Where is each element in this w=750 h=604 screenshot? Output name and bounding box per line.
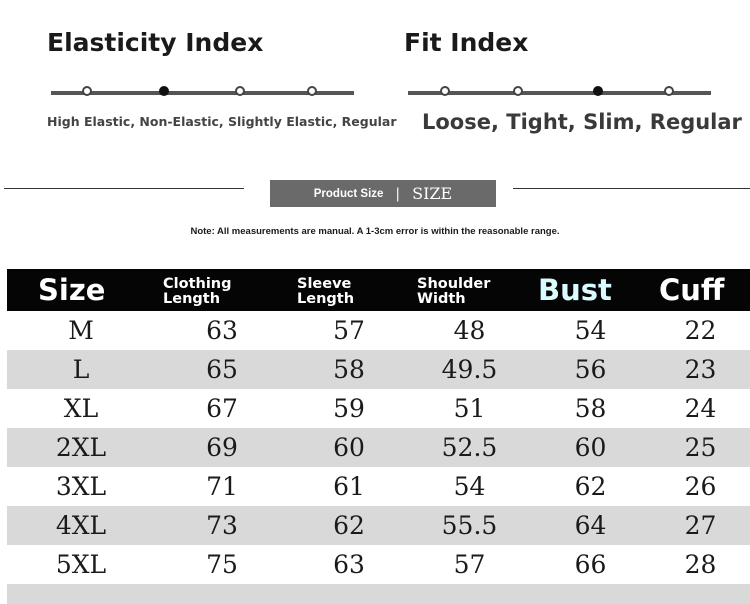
cell-cuff: 23 xyxy=(651,350,750,389)
cell-size: L xyxy=(7,350,155,389)
cell-shoulder-width: 52.5 xyxy=(409,428,530,467)
fit-options: Loose, Tight, Slim, Regular xyxy=(422,110,742,134)
cell-bust: 66 xyxy=(574,550,607,579)
header-clothing-length-line1: Clothing xyxy=(163,276,232,292)
table-row xyxy=(7,545,750,584)
cell-clothing-length: 71 xyxy=(206,472,238,501)
elasticity-scale-dot-selected xyxy=(159,86,169,96)
table-row xyxy=(7,428,750,467)
cell-clothing-length: 75 xyxy=(206,550,238,579)
header-cuff: Cuff xyxy=(651,269,750,311)
cell-clothing-length: 67 xyxy=(206,394,238,423)
header-sleeve-length-line1: Sleeve xyxy=(297,276,352,292)
cell-bust: 54 xyxy=(574,316,607,345)
cell-sleeve-length: 62 xyxy=(289,506,409,545)
table-row xyxy=(7,350,750,389)
table-header-row xyxy=(7,269,750,311)
cell-cuff: 26 xyxy=(684,472,717,501)
cell-size: XL xyxy=(63,394,99,423)
fit-scale xyxy=(408,91,711,95)
cell-sleeve-length: 59 xyxy=(333,394,365,423)
header-clothing-length xyxy=(155,269,289,311)
cell-clothing-length: 63 xyxy=(206,316,238,345)
cell-size: 5XL xyxy=(55,550,107,579)
table-row xyxy=(7,467,750,506)
header-size: Size xyxy=(7,269,155,311)
table-row-cropped xyxy=(7,584,750,604)
banner-label: Product Size xyxy=(313,187,384,200)
table-row xyxy=(7,389,750,428)
cell-shoulder-width: 57 xyxy=(453,550,486,579)
cell-size: 2XL xyxy=(7,428,155,467)
product-size-banner xyxy=(270,180,496,207)
cell-cuff: 28 xyxy=(684,550,717,579)
fit-index-title: Fit Index xyxy=(404,28,529,57)
header-sleeve-length xyxy=(289,269,409,311)
cell-bust: 62 xyxy=(574,472,607,501)
banner-separator: | xyxy=(395,185,401,202)
cell-size: 3XL xyxy=(55,472,107,501)
cell-shoulder-width: 55.5 xyxy=(409,506,530,545)
cell-bust: 58 xyxy=(574,394,607,423)
fit-scale-dot xyxy=(440,86,450,96)
cell-size: M xyxy=(68,316,94,345)
header-shoulder-width xyxy=(409,269,530,311)
cell-shoulder-width: 54 xyxy=(453,472,486,501)
elasticity-scale-dot xyxy=(307,86,317,96)
cell-shoulder-width: 48 xyxy=(453,316,486,345)
cell-bust: 60 xyxy=(530,428,651,467)
cell-sleeve-length: 57 xyxy=(333,316,365,345)
header-sleeve-length-line2: Length xyxy=(297,291,355,307)
cell-size: 4XL xyxy=(7,506,155,545)
elasticity-scale xyxy=(51,91,354,95)
elasticity-scale-dot xyxy=(235,86,245,96)
cell-bust: 56 xyxy=(530,350,651,389)
header-shoulder-width-line2: Width xyxy=(417,291,466,307)
cell-cuff: 22 xyxy=(684,316,717,345)
cell-cuff: 27 xyxy=(651,506,750,545)
cell-sleeve-length: 60 xyxy=(289,428,409,467)
header-shoulder-width-line1: Shoulder xyxy=(417,276,491,292)
fit-scale-dot xyxy=(513,86,523,96)
cell-clothing-length: 73 xyxy=(155,506,289,545)
fit-scale-dot xyxy=(664,86,674,96)
divider-left xyxy=(4,188,244,189)
cell-bust: 64 xyxy=(530,506,651,545)
cell-clothing-length: 69 xyxy=(155,428,289,467)
elasticity-scale-dot xyxy=(82,86,92,96)
elasticity-options: High Elastic, Non-Elastic, Slightly Elastic, Regular xyxy=(47,114,397,129)
cell-clothing-length: 65 xyxy=(155,350,289,389)
elasticity-index-title: Elasticity Index xyxy=(47,28,264,57)
cell-cuff: 24 xyxy=(684,394,717,423)
cell-shoulder-width: 51 xyxy=(453,394,486,423)
cropped-row-fill xyxy=(7,584,750,604)
fit-scale-dot-selected xyxy=(593,86,603,96)
header-bust: Bust xyxy=(530,269,651,311)
size-chart-table xyxy=(7,269,750,604)
cell-sleeve-length: 63 xyxy=(333,550,365,579)
header-clothing-length-line2: Length xyxy=(163,291,221,307)
cell-shoulder-width: 49.5 xyxy=(409,350,530,389)
table-row xyxy=(7,311,750,350)
cell-sleeve-length: 58 xyxy=(289,350,409,389)
cell-cuff: 25 xyxy=(651,428,750,467)
banner-label-en: SIZE xyxy=(412,184,453,203)
table-row xyxy=(7,506,750,545)
measurement-note: Note: All measurements are manual. A 1-3cm error is within the reasonable range. xyxy=(190,226,560,237)
divider-right xyxy=(513,188,750,189)
cell-sleeve-length: 61 xyxy=(333,472,365,501)
